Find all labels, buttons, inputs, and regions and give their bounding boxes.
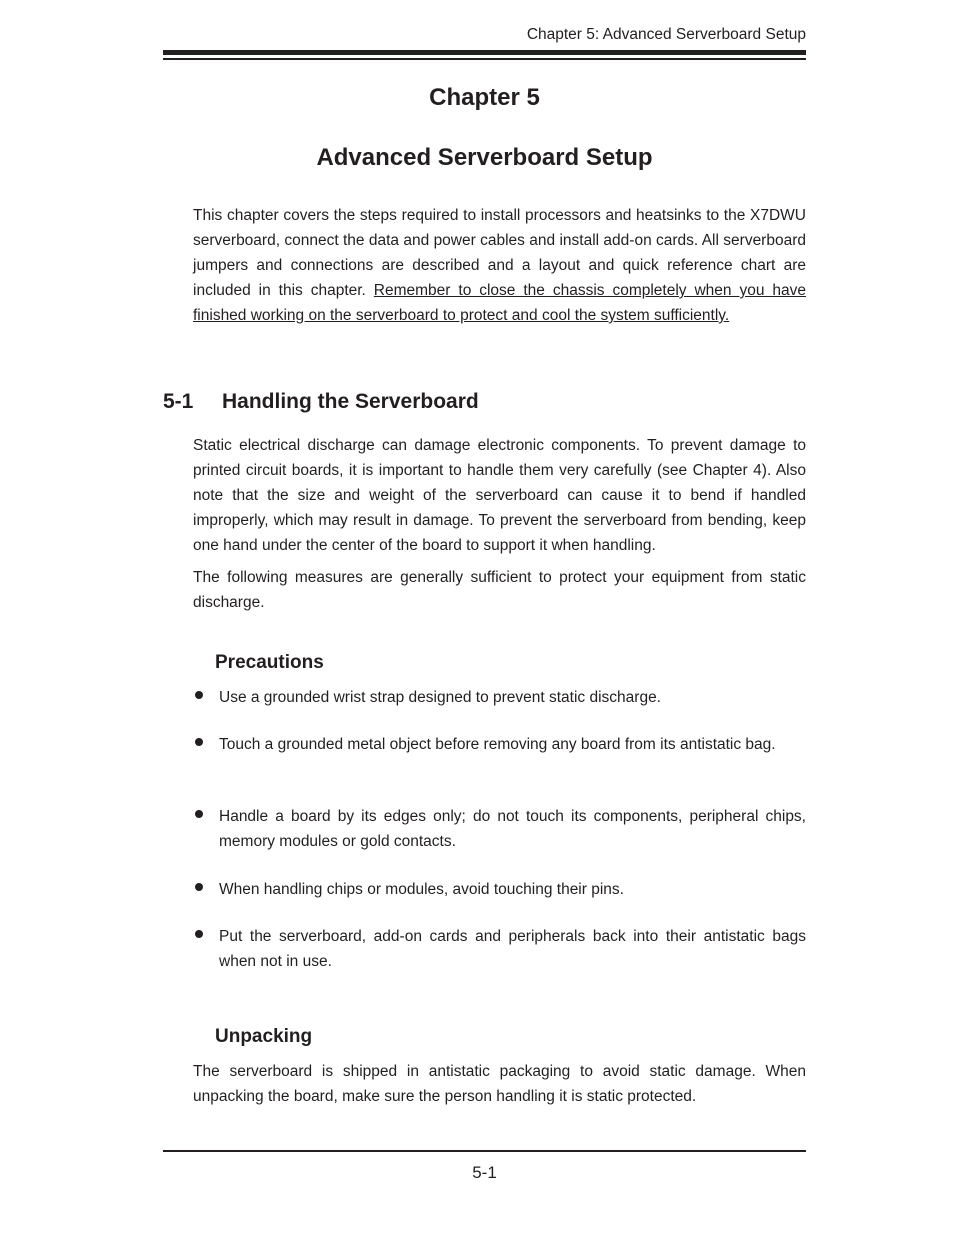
chapter-subtitle: Advanced Serverboard Setup (316, 144, 653, 171)
list-item-text: Touch a grounded metal object before removing any board from its antistatic bag. (219, 736, 776, 753)
list-item (193, 924, 806, 974)
list-item (193, 804, 806, 854)
section-paragraph-2: The following measures are generally sufficient to protect your equipment from static discharge. (193, 569, 806, 611)
bullet-dot-icon (195, 738, 203, 746)
intro-warning-underlined: Remember to close the chassis completely when you have finished working on the serverboard to protect and cool the system sufficiently. (193, 282, 806, 324)
list-item (193, 732, 806, 757)
footer-rule (163, 1150, 806, 1152)
header-rule-thin (163, 58, 806, 60)
header-rule-thick (163, 50, 806, 55)
list-item-text: Handle a board by its edges only; do not touch its components, peripheral chips, memory modules or gold contacts. (219, 808, 806, 850)
list-item-text: When handling chips or modules, avoid touching their pins. (219, 881, 624, 898)
section-title: Handling the Serverboard (222, 390, 479, 413)
precautions-heading: Precautions (215, 652, 324, 673)
section-paragraph-1: Static electrical discharge can damage electronic components. To prevent damage to printed circuit boards, it is important to handle them very carefully (see Chapter 4). Also note that the size and weight of the serverboard can cause it to bend if handled improperly, which may result in damage. To prevent the serverboard from bending, keep one hand under the center of the board to support it when handling. (193, 437, 806, 554)
list-item (193, 877, 806, 902)
unpacking-paragraph: The serverboard is shipped in antistatic packaging to avoid static damage. When unpacking the board, make sure the person handling it is static protected. (193, 1063, 806, 1105)
list-item-text: Use a grounded wrist strap designed to prevent static discharge. (219, 689, 661, 706)
list-item-text: Put the serverboard, add-on cards and peripherals back into their antistatic bags when not in use. (219, 928, 806, 970)
section-number: 5-1 (163, 390, 194, 413)
bullet-dot-icon (195, 810, 203, 818)
bullet-dot-icon (195, 691, 203, 699)
bullet-dot-icon (195, 930, 203, 938)
unpacking-heading: Unpacking (215, 1026, 313, 1047)
bullet-dot-icon (195, 883, 203, 891)
intro-paragraph (193, 203, 806, 328)
running-header: Chapter 5: Advanced Serverboard Setup (526, 26, 806, 43)
intro-text: This chapter covers the steps required to install processors and heatsinks to the X7DWU serverboard, connect the data and power cables and install add-on cards. All serverboard jumpers and connections are described and a layout and quick reference chart are included in this chapter. (193, 207, 806, 299)
chapter-title: Chapter 5 (429, 84, 540, 111)
list-item (193, 685, 806, 710)
page-number: 5-1 (472, 1163, 497, 1182)
section-heading (163, 390, 479, 414)
